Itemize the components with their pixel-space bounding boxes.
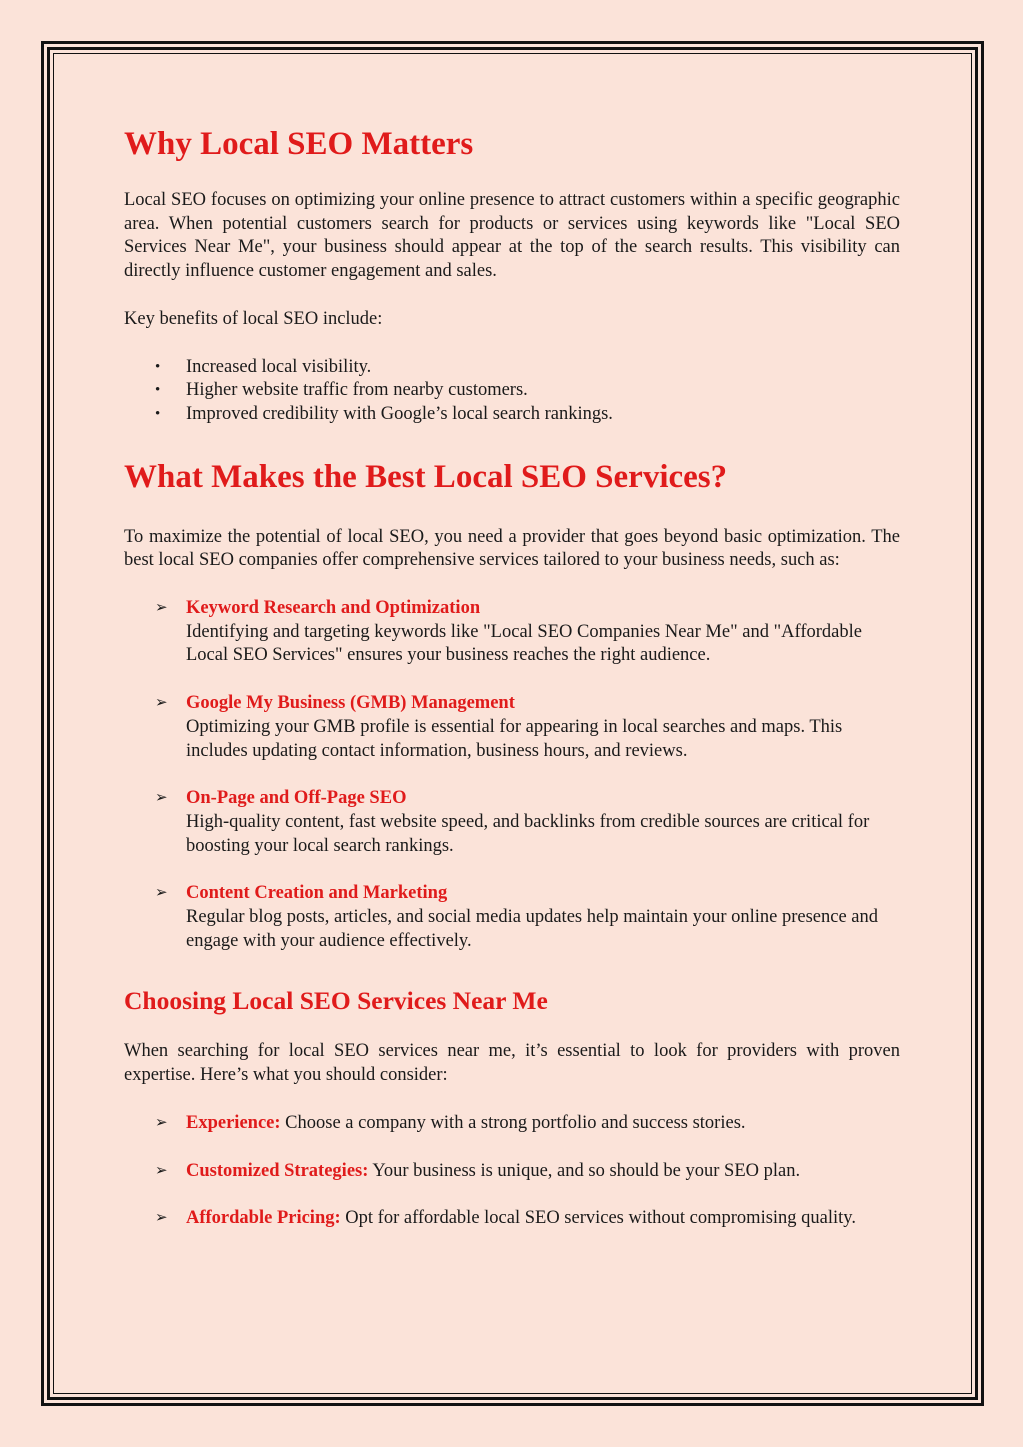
consideration-label: Experience: [186, 1112, 281, 1133]
consideration-text: Choose a company with a strong portfolio and success stories. [285, 1112, 746, 1133]
bullet-icon: • [155, 405, 161, 422]
section-title-choosing: Choosing Local SEO Services Near Me [124, 986, 548, 1016]
service-heading: Keyword Research and Optimization [186, 598, 481, 619]
consideration-label: Customized Strategies: [186, 1160, 369, 1181]
list-item [124, 787, 900, 858]
service-text: High-quality content, fast website speed, and backlinks from credible sources are critical for boosting your local search rankings. [186, 811, 870, 856]
section-title-why-local-seo: Why Local SEO Matters [124, 126, 474, 162]
bullet-icon: • [155, 358, 161, 375]
service-text: Optimizing your GMB profile is essential for appearing in local searches and maps. This includes updating contact information, business hours, and reviews. [186, 716, 843, 761]
bullet-icon: • [155, 382, 161, 399]
service-heading: Google My Business (GMB) Management [186, 693, 515, 714]
list-item [124, 692, 900, 763]
arrow-bullet-icon: ➢ [155, 885, 168, 902]
section-title-best-services: What Makes the Best Local SEO Services? [124, 458, 728, 495]
services-intro: To maximize the potential of local SEO, you need a provider that goes beyond basic optimization. The best local SEO companies offer comprehensive services tailored to your business needs, such as: [124, 526, 900, 571]
document-body [124, 118, 900, 1231]
service-text: Identifying and targeting keywords like "Local SEO Companies Near Me" and "Affordable Local SEO Services" ensures your business reaches the right audience. [186, 621, 862, 666]
list-item [124, 1207, 900, 1231]
choosing-intro: When searching for local SEO services near me, it’s essential to look for providers with proven expertise. Here’s what you should consider: [124, 1041, 900, 1086]
arrow-bullet-icon: ➢ [155, 1162, 168, 1179]
list-item [124, 1112, 900, 1136]
benefits-list [124, 356, 900, 427]
service-heading: Content Creation and Marketing [186, 883, 448, 904]
consideration-text: Your business is unique, and so should be your SEO plan. [372, 1160, 801, 1181]
arrow-bullet-icon: ➢ [155, 600, 168, 617]
list-item [124, 1160, 900, 1184]
intro-paragraph: Local SEO focuses on optimizing your online presence to attract customers within a specific geographic area. When potential customers search for products or services using keywords like "Local SEO Services Near Me", your business should appear at the top of the search results. This visibility can directly influence customer engagement and sales. [124, 190, 900, 282]
list-item: • Higher website traffic from nearby customers. [124, 379, 900, 403]
consideration-label: Affordable Pricing: [186, 1208, 341, 1229]
arrow-bullet-icon: ➢ [155, 790, 168, 807]
service-heading: On-Page and Off-Page SEO [186, 788, 407, 809]
arrow-bullet-icon: ➢ [155, 1114, 168, 1131]
arrow-bullet-icon: ➢ [155, 1210, 168, 1227]
benefits-lead: Key benefits of local SEO include: [124, 308, 383, 329]
list-item: • Increased local visibility. [124, 356, 900, 380]
list-item [124, 597, 900, 668]
arrow-bullet-icon: ➢ [155, 695, 168, 712]
service-text: Regular blog posts, articles, and social media updates help maintain your online presence and engage with your audience effectively. [186, 907, 879, 951]
consideration-text: Opt for affordable local SEO services without compromising quality. [345, 1208, 856, 1229]
list-item: • Improved credibility with Google’s local search rankings. [124, 403, 900, 427]
list-item [124, 882, 900, 953]
